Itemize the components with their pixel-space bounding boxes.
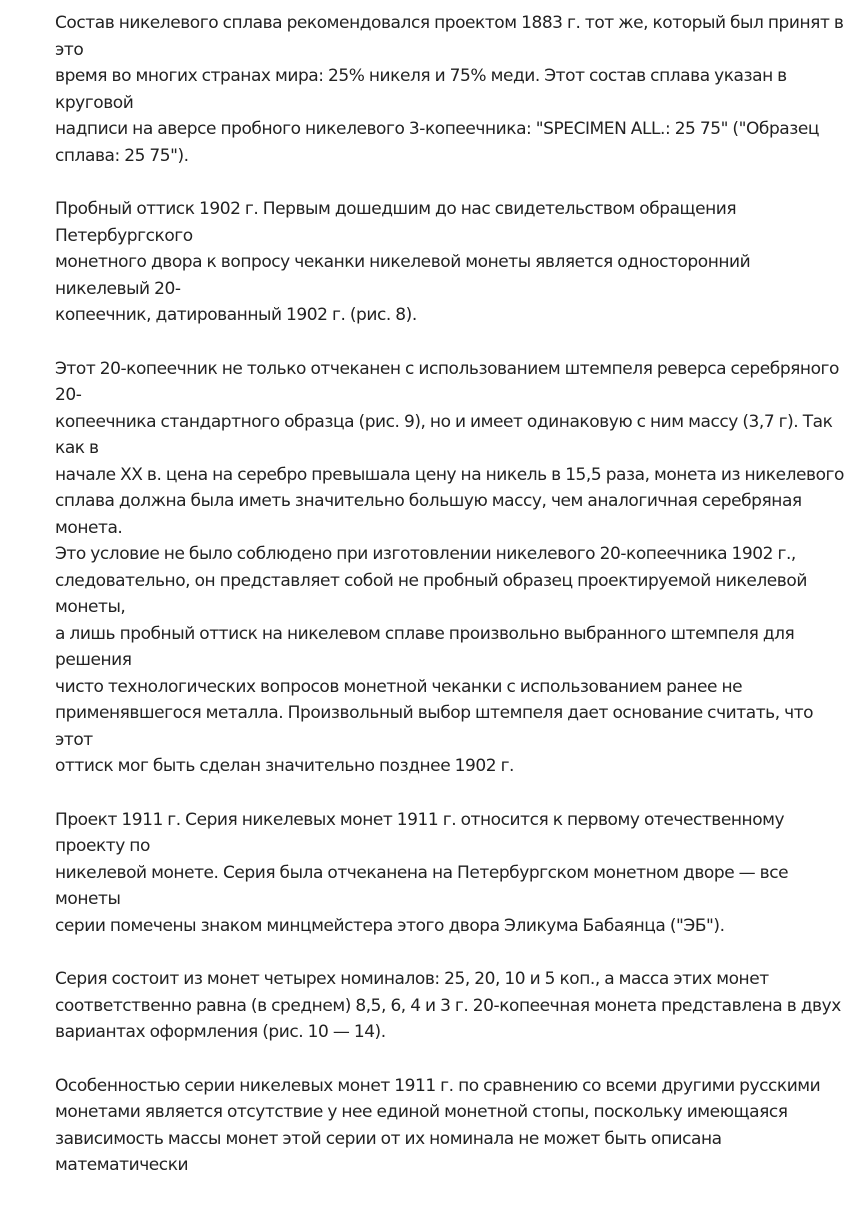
paragraph-20-kopeck-analysis: Этот 20-копеечник не только отчеканен с использованием штемпеля реверса серебряного 20- копеечника стандартного образца (рис. 9), но и имеет одинаковую с ним массу (3,7 г). Так как в начале XX в. цена на серебро превышала цену на никель в 15,5 раза, монета из никелевого сплава должна была иметь значительно большую массу, чем аналогичная серебряная монета. Это условие не было соблюдено при изготовлении никелевого 20-копеечника 1902 г., следовательно, он представляет собой не пробный образец проектируемой никелевой монеты, а лишь пробный оттиск на никелевом сплаве произвольно выбранного штемпеля для решения чисто технологических вопросов монетной чеканки с использованием ранее не применявшегося металла. Произвольный выбор штемпеля дает основание считать, что этот оттиск мог быть сделан значительно позднее 1902 г. — [55, 358, 844, 776]
paragraph-project-1911: Проект 1911 г. Серия никелевых монет 1911 г. относится к первому отечественному проекту по никелевой монете. Серия была отчеканена на Петербургском монетном дворе — все монеты серии помечены знаком минцмейстера этого двора Эликума Бабаянца ("ЭБ"). — [55, 809, 789, 936]
paragraph-trial-1902: Пробный оттиск 1902 г. Первым дошедшим до нас свидетельством обращения Петербургского монетного двора к вопросу чеканки никелевой монеты является односторонний никелевый 20- копеечник, датированный 1902 г. (рис. 8). — [55, 199, 751, 325]
paragraph-series-feature: Особенностью серии никелевых монет 1911 г. по сравнению со всеми другими русскими монетами является отсутствие у нее единой монетной стопы, поскольку имеющаяся зависимость массы монет этой серии от их номинала не может быть описана математически — [55, 1075, 821, 1175]
paragraph-series-denominations: Серия состоит из монет четырех номиналов: 25, 20, 10 и 5 коп., а масса этих монет соответственно равна (в среднем) 8,5, 6, 4 и 3 г. 20-копеечная монета представлена в двух вариантах оформления (рис. 10 — 14). — [55, 969, 841, 1042]
paragraph-alloy-composition: Состав никелевого сплава рекомендовался проектом 1883 г. тот же, который был принят в это время во многих странах мира: 25% никеля и 75% меди. Этот состав сплава указан в круговой надписи на аверсе пробного никелевого 3-копеечника: "SPECIMEN ALL.: 25 75" ("Образец сплава: 25 75"). — [55, 13, 844, 166]
